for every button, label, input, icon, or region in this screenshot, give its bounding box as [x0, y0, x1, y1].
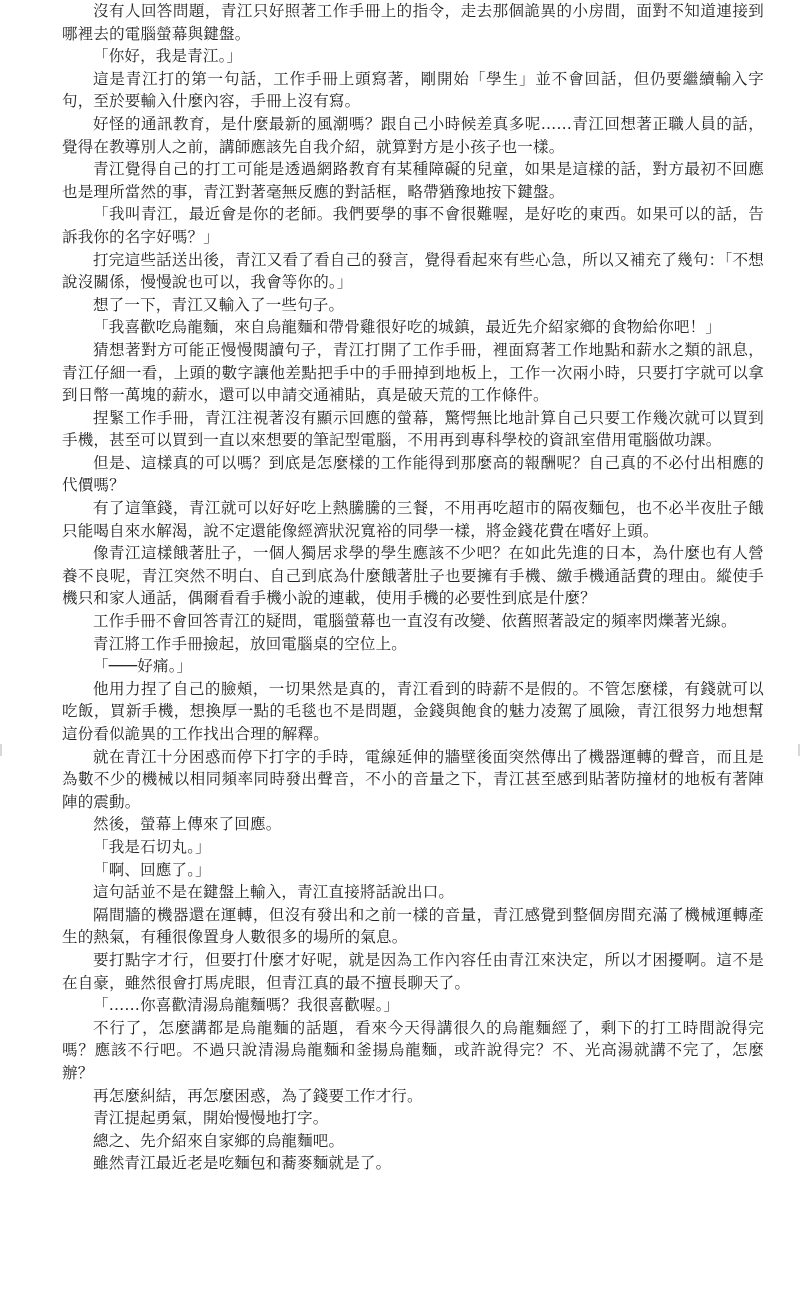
paragraph: 再怎麼糾結，再怎麼困惑，為了錢要工作才行。	[93, 1086, 423, 1105]
paragraph: 「我喜歡吃烏龍麵，來自烏龍麵和帶骨雞很好吃的城鎮，最近先介紹家鄉的食物給你吧！」	[93, 318, 722, 337]
paragraph: 但是、這樣真的可以嗎？到底是怎麼樣的工作能得到那麼高的報酬呢？自己真的不必付出相應的代價嗎？	[62, 453, 764, 495]
paragraph: 「啊、回應了。」	[93, 860, 211, 879]
paragraph: 像青江這樣餓著肚子，一個人獨居求學的學生應該不少吧？在如此先進的日本，為什麼也有人營養不良呢，青江突然不明白、自己到底為什麼餓著肚子也要擁有手機、繳手機通話費的理由。縱使手機只和家人通話，偶爾看看手機小說的連載，使用手機的必要性到底是什麼？	[62, 544, 764, 608]
paragraph: 隔間牆的機器還在運轉，但沒有發出和之前一樣的音量，青江感覺到整個房間充滿了機械運轉產生的熱氣，有種很像置身人數很多的場所的氣息。	[62, 905, 764, 947]
left-edge-mark	[0, 744, 2, 756]
paragraph: 想了一下，青江又輸入了一些句子。	[93, 295, 345, 314]
paragraph: 然後，螢幕上傳來了回應。	[93, 815, 282, 834]
paragraph: 青江將工作手冊撿起，放回電腦桌的空位上。	[93, 634, 408, 653]
paragraph: 好怪的通訊教育，是什麼最新的風潮嗎？跟自己小時候差真多呢……青江回想著正職人員的話，覺得在教導別人之前，講師應該先自我介紹，就算對方是小孩子也一樣。	[62, 114, 764, 156]
story-text	[62, 0, 764, 1175]
paragraph: 沒有人回答問題，青江只好照著工作手冊上的指令，走去那個詭異的小房間，面對不知道連接到哪裡去的電腦螢幕與鍵盤。	[62, 2, 764, 43]
paragraph: 不行了，怎麼講都是烏龍麵的話題，看來今天得講很久的烏龍麵經了，剩下的打工時間說得完嗎？應該不行吧。不過只說清湯烏龍麵和釜揚烏龍麵，或許說得完？不、光高湯就講不完了，怎麼辦？	[62, 1018, 764, 1082]
paragraph: 雖然青江最近老是吃麵包和蕎麥麵就是了。	[93, 1154, 392, 1173]
paragraph: 就在青江十分困惑而停下打字的手時，電線延伸的牆壁後面突然傳出了機器運轉的聲音，而且是為數不少的機械以相同頻率同時發出聲音，不小的音量之下，青江甚至感到貼著防撞材的地板有著陣陣的震動。	[62, 747, 764, 811]
paragraph: 「我是石切丸。」	[93, 837, 211, 856]
paragraph: 青江提起勇氣，開始慢慢地打字。	[93, 1109, 329, 1128]
paragraph: 要打點字才行，但要打什麼才好呢，就是因為工作內容任由青江來決定，所以才困擾啊。這不是在自豪，雖然很會打馬虎眼，但青江真的最不擅長聊天了。	[62, 950, 764, 992]
paragraph: 這是青江打的第一句話，工作手冊上頭寫著，剛開始「學生」並不會回話，但仍要繼續輸入字句，至於要輸入什麼內容，手冊上沒有寫。	[62, 69, 764, 111]
paragraph: 有了這筆錢，青江就可以好好吃上熱騰騰的三餐，不用再吃超市的隔夜麵包，也不必半夜肚子餓只能喝自來水解渴，說不定還能像經濟狀況寬裕的同學一樣，將金錢花費在嗜好上頭。	[62, 499, 764, 540]
paragraph: 工作手冊不會回答青江的疑問，電腦螢幕也一直沒有改變、依舊照著設定的頻率閃爍著光線。	[93, 612, 737, 631]
paragraph: 打完這些話送出後，青江又看了看自己的發言，覺得看起來有些心急，所以又補充了幾句：「不想說沒關係，慢慢說也可以，我會等你的。」	[62, 250, 764, 292]
paragraph: 這句話並不是在鍵盤上輸入，青江直接將話說出口。	[93, 883, 455, 902]
paragraph: 「我叫青江，最近會是你的老師。我們要學的事不會很難喔，是好吃的東西。如果可以的話，告訴我你的名字好嗎？」	[62, 205, 764, 246]
paragraph: 「你好，我是青江。」	[93, 47, 243, 66]
paragraph: 他用力捏了自己的臉頰，一切果然是真的，青江看到的時薪不是假的。不管怎麼樣，有錢就可以吃飯，買新手機，想換厚一點的毛毯也不是問題，金錢與飽食的魅力凌駕了風險，青江很努力地想幫這份看似詭異的工作找出合理的解釋。	[62, 679, 764, 743]
paragraph: 捏緊工作手冊，青江注視著沒有顯示回應的螢幕，驚愕無比地計算自己只要工作幾次就可以買到手機，甚至可以買到一直以來想要的筆記型電腦，不用再到專科學校的資訊室借用電腦做功課。	[62, 408, 764, 450]
paragraph: 「……你喜歡清湯烏龍麵嗎？我很喜歡喔。」	[93, 996, 400, 1015]
paragraph: 「───好痛。」	[93, 657, 193, 676]
paragraph: 猜想著對方可能正慢慢閱讀句子，青江打開了工作手冊，裡面寫著工作地點和薪水之類的訊息，青江仔細一看，上頭的數字讓他差點把手中的手冊掉到地板上，工作一次兩小時，只要打字就可以拿到日幣一萬塊的薪水，還可以申請交通補貼，真是破天荒的工作條件。	[62, 340, 764, 405]
paragraph: 青江覺得自己的打工可能是透過網路教育有某種障礙的兒童，如果是這樣的話，對方最初不回應也是理所當然的事，青江對著毫無反應的對話框，略帶猶豫地按下鍵盤。	[62, 160, 764, 201]
paragraph: 總之、先介紹來自家鄉的烏龍麵吧。	[93, 1131, 345, 1150]
